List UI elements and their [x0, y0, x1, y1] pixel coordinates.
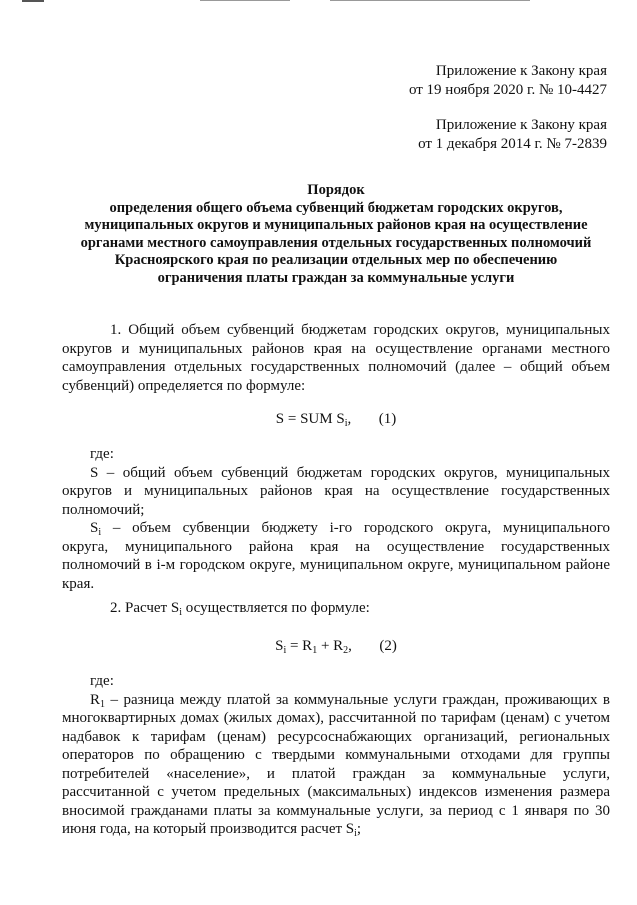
text-line: потребителей «население», и платой граждан за коммунальные услуги,: [62, 765, 610, 782]
text-line: субвенций) определяется по формуле:: [62, 377, 306, 394]
title-line: ограничения платы граждан за коммунальные услуги: [157, 269, 515, 286]
paragraph-2: [62, 599, 610, 618]
annex-line: Приложение к Закону края: [435, 63, 607, 79]
definitions-2: [62, 672, 610, 839]
text-line: S – общий объем субвенций бюджетам городских округов, муниципальных: [90, 464, 610, 481]
formula-1: [62, 410, 610, 428]
text-line: вносимой гражданами платы за коммунальные услуги, за период с 1 января по 30: [62, 802, 610, 819]
text-line: полномочий;: [62, 501, 145, 518]
document-title: [62, 182, 610, 287]
text-line: $S_i$ – объем субвенции бюджету i-го городского округа, муниципального: [90, 520, 610, 538]
text-line: 1. Общий объем субвенций бюджетам городских округов, муниципальных: [110, 322, 610, 338]
text-line: 2. Расчет $S_i$ осуществляется по формуле:: [110, 600, 370, 618]
formula-body: $S_i = R_1 + R_2$,: [275, 638, 352, 656]
text-line: края.: [62, 575, 95, 592]
text-line: рассчитанной с учетом предельных (максимальных) индексов изменения размера: [62, 784, 610, 800]
title-line: Красноярского края по реализации отдельных мер по обеспечению: [114, 252, 558, 268]
text-line: операторов по обращению с твердыми коммунальными отходами для группы: [62, 747, 610, 763]
text-line: округов и муниципальных районов края на осуществление государственных: [62, 483, 610, 499]
annex-line: от 19 ноября 2020 г. № 10-4427: [408, 82, 607, 98]
annex-line: Приложение к Закону края: [435, 117, 607, 133]
title-line: органами местного самоуправления отдельных государственных полномочий: [80, 234, 592, 251]
text-line: июня года, на который производится расчет $S_i$;: [62, 821, 362, 839]
paragraph-1: [62, 321, 610, 395]
annex-note-new: [409, 62, 607, 100]
scan-artifact: [200, 0, 290, 1]
definitions-1: [62, 445, 610, 593]
text-line: $R_1$ – разница между платой за коммунальные услуги граждан, проживающих в: [90, 691, 610, 710]
title-heading: Порядок: [307, 182, 365, 198]
formula-number: (2): [379, 638, 397, 654]
formula-body: S = SUM $S_i$,: [275, 411, 352, 429]
scan-artifact: [22, 0, 44, 2]
annex-line: от 1 декабря 2014 г. № 7-2839: [418, 136, 607, 152]
text-line: самоуправления отдельных государственных полномочий (далее – общий объем: [62, 359, 610, 375]
formula-number: (1): [378, 411, 397, 427]
scan-artifact: [330, 0, 530, 1]
title-line: определения общего объема субвенций бюджетам городских округов,: [109, 199, 563, 216]
annex-note-original: [418, 116, 607, 154]
text-line: полномочий в i-м городском округе, муниципальном округе, муниципальном районе: [62, 557, 610, 573]
text-line: многоквартирных домах (жилых домах), рассчитанной по тарифам (ценам) с учетом: [62, 710, 610, 726]
text-line: округа, муниципального района края на осуществление государственных: [62, 538, 610, 555]
text-line: округов и муниципальных районов края на осуществление органами местного: [62, 340, 610, 357]
title-line: муниципальных округов и муниципальных районов края на осуществление: [84, 217, 588, 233]
where-label: где:: [90, 673, 114, 689]
text-line: надбавок к тарифам (ценам) ресурсоснабжающих организаций, региональных: [62, 728, 610, 745]
where-label: где:: [90, 446, 114, 462]
formula-2: [62, 637, 610, 655]
